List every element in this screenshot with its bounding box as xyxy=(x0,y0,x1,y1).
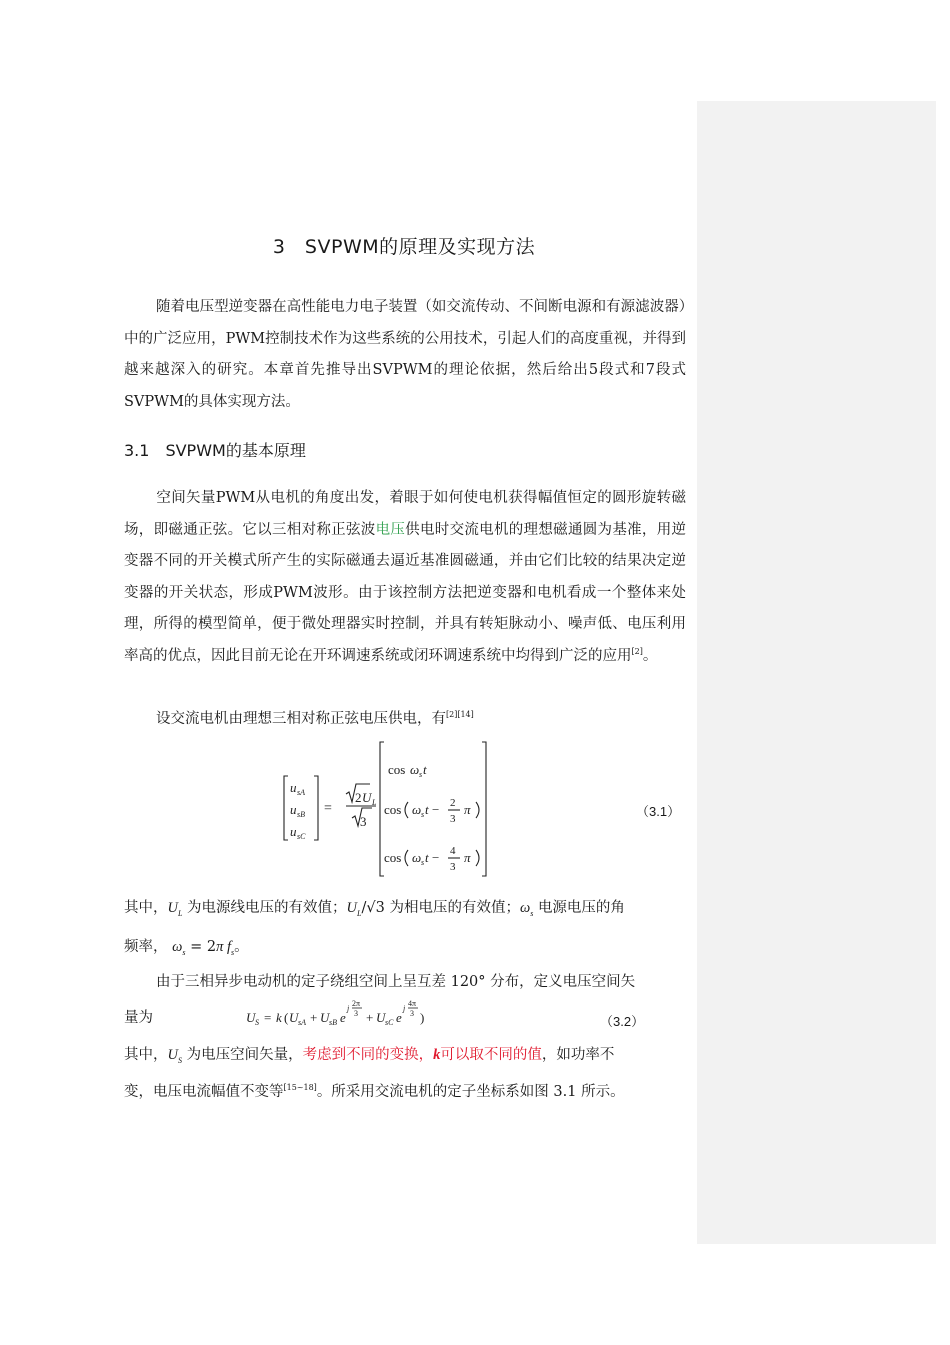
svg-text:−: − xyxy=(432,802,440,817)
svg-text:=: = xyxy=(324,801,332,816)
equation-number-3-1: （3.1） xyxy=(636,804,681,819)
svg-text:4: 4 xyxy=(450,845,456,857)
svg-text:3: 3 xyxy=(450,813,456,825)
svg-text:s: s xyxy=(421,810,425,819)
svg-text:s: s xyxy=(421,858,425,867)
svg-text:u: u xyxy=(290,802,297,817)
svg-text:U: U xyxy=(320,1010,330,1025)
svg-text:+: + xyxy=(310,1010,318,1025)
svg-text:4π: 4π xyxy=(408,999,417,1008)
svg-text:sC: sC xyxy=(297,832,306,841)
svg-text:e: e xyxy=(396,1010,402,1025)
equation-number-3-2: （3.2） xyxy=(600,1014,645,1029)
svg-text:t: t xyxy=(423,762,427,777)
svg-text:π: π xyxy=(464,802,471,817)
svg-text:j: j xyxy=(403,1004,406,1013)
svg-text:3: 3 xyxy=(450,861,456,873)
svg-text:sB: sB xyxy=(297,810,305,819)
svg-text:t: t xyxy=(425,802,429,817)
svg-text:cos: cos xyxy=(384,850,402,865)
svg-text:U: U xyxy=(376,1010,386,1025)
svg-text:cos: cos xyxy=(384,802,402,817)
chapter-title: 3 SVPWM的原理及实现方法 xyxy=(272,236,536,258)
svg-text:cos: cos xyxy=(388,762,406,777)
svg-text:2: 2 xyxy=(355,790,362,805)
supply-paragraph: 设交流电机由理想三相对称正弦电压供电，有[2][14] xyxy=(156,710,474,727)
principle-paragraph: 空间矢量PWM从电机的角度出发，着眼于如何使电机获得幅值恒定的圆形旋转磁场，即磁通正弦。它以三相对称正弦波电压供电时交流电机的理想磁通圆为基准，用逆变器不同的开关模式所产生的实际磁通去逼近基准圆磁通，并由它们比较的结果决定逆变器的开关状态，形成PWM波形。由于该控制方法把逆变器和电机看成一个整体来处理，所得的模型简单，便于微处理器实时控制，并具有转矩脉动小、噪声低、电压利用率高的优点，因此目前无论在开环调速系统或闭环调速系统中均得到广泛的应用[2]。 xyxy=(124,490,687,664)
definition-line-2: 频率， $\omega_s = 2\pi$ $f_s$。 xyxy=(124,939,249,957)
svg-text:U: U xyxy=(289,1010,299,1025)
svg-text:S: S xyxy=(255,1018,259,1027)
svg-text:U: U xyxy=(362,790,372,805)
section-heading: 3.1 SVPWM的基本原理 xyxy=(124,441,306,460)
citation-15-18: [15~18] xyxy=(283,1083,317,1093)
svg-text:sA: sA xyxy=(298,1018,306,1027)
svg-text:j: j xyxy=(347,1004,350,1013)
vector-intro-line-2: 量为 xyxy=(124,1010,153,1026)
vector-intro-line: 由于三相异步电动机的定子绕组空间上呈互差 120° 分布，定义电压空间矢 xyxy=(156,974,636,990)
equation-3-2 xyxy=(244,994,464,1028)
svg-text:u: u xyxy=(290,824,297,839)
svg-text:(: ( xyxy=(284,1010,289,1025)
svg-text:π: π xyxy=(464,850,471,865)
svg-text:s: s xyxy=(419,770,423,779)
svg-text:ω: ω xyxy=(412,850,422,865)
vector-explain-line-2: 变，电压电流幅值不变等[15~18]。所采用交流电机的定子坐标系如图 3.1 所示。 xyxy=(124,1083,625,1100)
voltage-link: 电压 xyxy=(375,521,406,538)
svg-text:k: k xyxy=(276,1010,282,1025)
equation-3-1 xyxy=(280,738,500,880)
svg-text:3: 3 xyxy=(354,1009,358,1018)
svg-text:sA: sA xyxy=(297,788,305,797)
svg-text:): ) xyxy=(420,1010,425,1025)
citation-2-14: [2][14] xyxy=(446,710,474,720)
citation-2: [2] xyxy=(631,647,643,657)
svg-text:sC: sC xyxy=(385,1018,394,1027)
svg-text:sB: sB xyxy=(329,1018,337,1027)
comment-pane xyxy=(697,101,936,1244)
vector-explain-line-1: 其中，$U_S$ 为电压空间矢量，考虑到不同的变换，k可以取不同的值，如功率不 xyxy=(124,1047,615,1065)
svg-text:ω: ω xyxy=(410,762,420,777)
definition-line-1: 其中，$U_L$ 为电源线电压的有效值；$U_L/√3$ 为相电压的有效值；$\omega_s$ 电源电压的角 xyxy=(124,900,625,918)
svg-text:u: u xyxy=(290,780,297,795)
svg-text:−: − xyxy=(432,850,440,865)
svg-text:ω: ω xyxy=(412,802,422,817)
svg-text:L: L xyxy=(372,798,377,807)
svg-text:=: = xyxy=(264,1010,272,1025)
svg-text:2π: 2π xyxy=(352,999,361,1008)
intro-paragraph xyxy=(124,292,686,418)
svg-text:U: U xyxy=(246,1010,256,1025)
svg-text:+: + xyxy=(366,1010,374,1025)
svg-text:e: e xyxy=(340,1010,346,1025)
svg-text:3: 3 xyxy=(360,814,367,829)
svg-text:t: t xyxy=(425,850,429,865)
intro-text: 随着电压型逆变器在高性能电力电子装置（如交流传动、不间断电源和有源滤波器）中的广泛应用，PWM控制技术作为这些系统的公用技术，引起人们的高度重视，并得到越来越深入的研究。本章首先推导出SVPWM的理论依据，然后给出5段式和7段式SVPWM的具体实现方法。 xyxy=(124,299,686,410)
svg-text:2: 2 xyxy=(450,797,456,809)
svg-text:3: 3 xyxy=(410,1009,414,1018)
